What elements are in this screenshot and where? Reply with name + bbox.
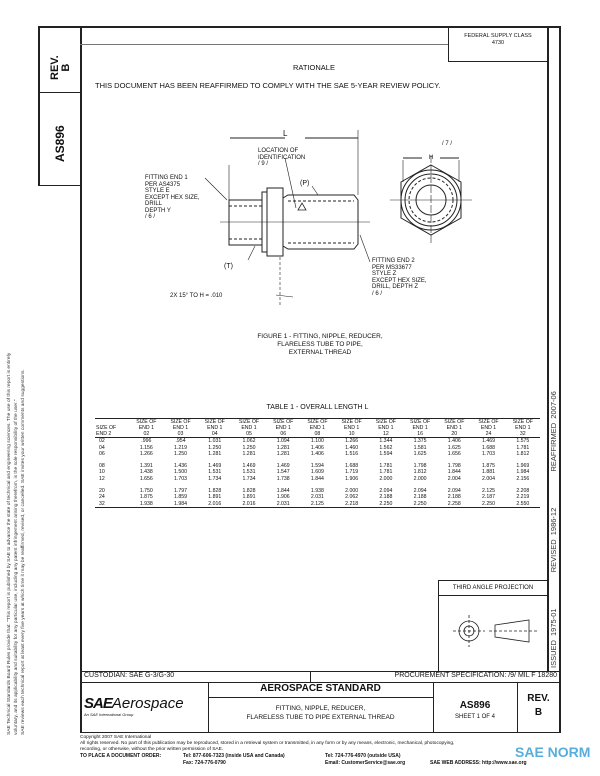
table-cell: 1.812 bbox=[413, 469, 427, 476]
sae-norm-watermark: SAE NORM bbox=[515, 744, 591, 760]
table-cell: 1.281 bbox=[208, 451, 222, 458]
note-line: EXCEPT HEX SIZE, bbox=[145, 194, 200, 201]
column-size: 02 bbox=[143, 431, 150, 437]
column-size: 32 bbox=[519, 431, 526, 437]
header-line: END 2 bbox=[96, 431, 112, 437]
column-header bbox=[300, 419, 334, 438]
column-header bbox=[335, 419, 369, 438]
caption-line: FLARELESS TUBE TO PIPE, bbox=[277, 341, 363, 348]
order-contacts-intl bbox=[325, 753, 405, 767]
column-size: 04 bbox=[211, 431, 218, 437]
row-size: 10 bbox=[99, 469, 105, 476]
tel-us: Tel: 877-606-7323 (inside USA and Canada) bbox=[183, 753, 285, 759]
column-size: 08 bbox=[314, 431, 321, 437]
reaffirmed-date: REAFFIRMED 2007-06 bbox=[549, 391, 558, 472]
table-cell: 2.156 bbox=[516, 475, 530, 482]
note-line: FITTING END 1 bbox=[145, 175, 188, 181]
table-cell: 1.531 bbox=[208, 469, 222, 476]
table-cell: 1.250 bbox=[208, 444, 222, 451]
header-line: END 1 bbox=[515, 425, 531, 431]
header-line: END 1 bbox=[480, 425, 497, 431]
table-cell: .996 bbox=[141, 438, 152, 444]
column-size: 20 bbox=[451, 431, 458, 437]
header-line: SIZE OF bbox=[273, 419, 294, 425]
frame-left-strip bbox=[38, 26, 40, 185]
table-cell: 1.250 bbox=[174, 451, 188, 458]
rights-text-2: recording, or otherwise, without the prior written permission of SAE. bbox=[80, 746, 224, 752]
header-line: END 1 bbox=[172, 425, 189, 431]
header-line: SIZE OF bbox=[136, 419, 157, 425]
table-row bbox=[95, 458, 540, 470]
table-cell: 2.031 bbox=[266, 501, 300, 508]
table-cell: 1.844 bbox=[310, 475, 324, 482]
column-size: 12 bbox=[382, 431, 389, 437]
location-note bbox=[258, 148, 305, 168]
end1-note bbox=[145, 175, 200, 221]
frame-right bbox=[559, 26, 561, 733]
rationale-text: THIS DOCUMENT HAS BEEN REAFFIRMED TO COMPLY WITH THE SAE 5-YEAR REVIEW POLICY. bbox=[95, 81, 441, 90]
header-line: SIZE OF bbox=[204, 419, 225, 425]
hex-dim-note: / 7 / bbox=[442, 141, 453, 147]
table-cell: 1.719 bbox=[345, 469, 359, 476]
header-line: SIZE OF bbox=[478, 419, 499, 425]
table-cell: 2.094 bbox=[447, 487, 461, 494]
table-cell: 1.469 bbox=[276, 462, 290, 469]
header-line bbox=[80, 44, 448, 45]
row-size: 20 bbox=[99, 487, 105, 494]
table-cell: 1.219 bbox=[174, 444, 188, 451]
table-cell: 1.266 bbox=[345, 438, 359, 444]
title-line: FITTING, NIPPLE, REDUCER, bbox=[275, 705, 366, 712]
header-line: END 1 bbox=[138, 425, 154, 431]
table-cell: 1.750 bbox=[139, 487, 153, 494]
row-size: 12 bbox=[99, 475, 105, 482]
row-size: 04 bbox=[99, 444, 105, 451]
column-size: 10 bbox=[348, 431, 355, 437]
left-disclaimer bbox=[6, 353, 27, 735]
end2-note bbox=[372, 258, 427, 297]
table-cell: 1.781 bbox=[379, 469, 393, 476]
table-cell: 1.734 bbox=[242, 475, 256, 482]
strip-rev-value: B bbox=[60, 63, 72, 72]
table-cell: 1.906 bbox=[276, 494, 290, 501]
column-header bbox=[232, 419, 266, 438]
table-cell: 2.000 bbox=[379, 475, 393, 482]
document-title bbox=[208, 704, 433, 722]
disclaimer-line: voluntary, and its applicability and suitability for any particular use, including any patent infringement arising therefrom, is the sole responsibility of the user." bbox=[14, 399, 19, 735]
note-line: STYLE E bbox=[145, 188, 170, 194]
table-cell: 1.828 bbox=[208, 487, 222, 494]
table-cell: 1.738 bbox=[276, 475, 290, 482]
corner-header bbox=[95, 419, 129, 438]
table-cell: 1.469 bbox=[482, 438, 495, 444]
table-cell: 2.218 bbox=[335, 501, 369, 508]
table-cell: .954 bbox=[175, 438, 186, 444]
logo-subtitle: An SAE International Group bbox=[84, 712, 134, 717]
column-header bbox=[506, 419, 540, 438]
table-cell: 1.281 bbox=[276, 444, 290, 451]
column-size: 24 bbox=[485, 431, 492, 437]
column-size: 03 bbox=[177, 431, 184, 437]
header-line: SIZE OF bbox=[341, 419, 362, 425]
strip-rev-label: REV. bbox=[49, 55, 61, 80]
sheet-number: SHEET 1 OF 4 bbox=[455, 714, 495, 720]
column-header bbox=[198, 419, 232, 438]
table-cell: 2.250 bbox=[471, 501, 505, 508]
t-label: (T) bbox=[224, 263, 233, 270]
column-header bbox=[163, 419, 197, 438]
table-cell: 2.188 bbox=[413, 494, 427, 501]
header-line: END 1 bbox=[378, 425, 394, 431]
table-cell: 2.208 bbox=[516, 487, 530, 494]
rev-label: REV. bbox=[527, 693, 550, 704]
table-cell: 1.798 bbox=[447, 462, 461, 469]
rev-value: B bbox=[534, 707, 543, 718]
table-header-row bbox=[95, 419, 540, 438]
hex-h-label: H bbox=[429, 155, 434, 161]
header-line: SIZE OF bbox=[375, 419, 396, 425]
header-line: END 1 bbox=[412, 425, 428, 431]
table-cell: 1.703 bbox=[174, 475, 188, 482]
table-cell: 1.891 bbox=[242, 494, 256, 501]
fax: Fax: 724-776-0790 bbox=[183, 760, 226, 766]
table-cell: 1.906 bbox=[345, 475, 359, 482]
table-cell: 1.625 bbox=[413, 451, 427, 458]
table-cell: 1.406 bbox=[447, 438, 461, 444]
table-cell: 1.436 bbox=[174, 462, 188, 469]
column-size: 06 bbox=[280, 431, 287, 437]
table-row bbox=[95, 469, 540, 476]
table-cell: 1.469 bbox=[208, 462, 222, 469]
note-line: / 6 / bbox=[372, 290, 383, 297]
table-cell: 1.469 bbox=[242, 462, 256, 469]
table-cell: 1.891 bbox=[208, 494, 222, 501]
order-contacts-us bbox=[183, 753, 285, 767]
note-line: FITTING END 2 bbox=[372, 258, 415, 264]
footer bbox=[80, 735, 560, 752]
table-cell: 1.281 bbox=[276, 451, 290, 458]
table-cell: 1.500 bbox=[174, 469, 188, 476]
title-line: FLARELESS TUBE TO PIPE EXTERNAL THREAD bbox=[246, 714, 395, 721]
table-cell: 2.188 bbox=[447, 494, 461, 501]
table-row bbox=[95, 445, 540, 452]
table-cell: 1.984 bbox=[516, 469, 530, 476]
column-header bbox=[369, 419, 403, 438]
table-cell: 2.094 bbox=[413, 487, 427, 494]
table-cell: 2.219 bbox=[516, 494, 530, 501]
table-cell: 1.625 bbox=[447, 444, 461, 451]
table-cell: 1.031 bbox=[208, 438, 222, 444]
strip-bottom bbox=[38, 185, 80, 186]
table-cell: 2.031 bbox=[310, 494, 324, 501]
header-line: END 1 bbox=[446, 425, 462, 431]
p-label: (P) bbox=[300, 180, 310, 187]
note-line: / 9 / bbox=[258, 161, 269, 167]
standard-heading: AEROSPACE STANDARD bbox=[260, 683, 381, 694]
disclaimer-line: SAE Technical Standards Board Rules provide that: "This report is published by SAE to advance the state of technical and engineering sciences. The use of this report is entirely bbox=[7, 352, 12, 735]
overall-length-table bbox=[95, 418, 540, 508]
caption-line: FIGURE 1 - FITTING, NIPPLE, REDUCER, bbox=[257, 333, 383, 340]
order-label: TO PLACE A DOCUMENT ORDER: bbox=[80, 753, 162, 759]
table-cell: 2.250 bbox=[403, 501, 437, 508]
web-address[interactable]: SAE WEB ADDRESS: http://www.sae.org bbox=[430, 760, 527, 766]
heading-divider bbox=[208, 697, 433, 698]
table-cell: 1.094 bbox=[276, 438, 290, 444]
table-cell: 1.734 bbox=[208, 475, 222, 482]
revised-date: REVISED 1986-12 bbox=[549, 507, 558, 573]
note-line: DRILL bbox=[145, 201, 163, 207]
note-line: PER MS33677 bbox=[372, 264, 412, 271]
tel-intl: Tel: 724-776-4970 (outside USA) bbox=[325, 753, 401, 759]
table-cell: 2.550 bbox=[506, 501, 540, 508]
table-row bbox=[95, 451, 540, 458]
column-size: 16 bbox=[417, 431, 423, 437]
table-cell: 1.656 bbox=[447, 451, 461, 458]
strip-rev bbox=[50, 55, 72, 80]
copyright: Copyright 2007 SAE International bbox=[80, 735, 152, 740]
table-cell: 2.188 bbox=[379, 494, 393, 501]
note-line: STYLE Z bbox=[372, 271, 397, 277]
table-cell: 1.281 bbox=[242, 451, 256, 458]
table-row bbox=[95, 476, 540, 483]
table-cell: 1.812 bbox=[516, 451, 530, 458]
table-cell: 1.984 bbox=[163, 501, 197, 508]
column-header bbox=[266, 419, 300, 438]
table-cell: 1.875 bbox=[482, 462, 495, 469]
table-cell: 1.594 bbox=[379, 451, 393, 458]
table-cell: 1.575 bbox=[516, 438, 530, 444]
row-size: 02 bbox=[99, 438, 105, 444]
federal-supply-label: FEDERAL SUPPLY CLASS bbox=[464, 33, 532, 39]
table-cell: 2.250 bbox=[369, 501, 403, 508]
header-line: SIZE OF bbox=[409, 419, 431, 425]
rationale-heading: RATIONALE bbox=[293, 63, 335, 72]
procurement-spec: PROCUREMENT SPECIFICATION: /9/ MIL F 18280 bbox=[394, 672, 557, 679]
table-title: TABLE 1 - OVERALL LENGTH L bbox=[266, 404, 369, 411]
email[interactable]: Email: CustomerService@sae.org bbox=[325, 760, 406, 766]
table-cell: 1.562 bbox=[379, 444, 393, 451]
table-cell: 1.581 bbox=[413, 444, 427, 451]
note-line: / 6 / bbox=[145, 214, 156, 220]
disclaimer-line: SAE reviews each technical report at least every five years at which time it may be reaffirmed, revised, or cancelled. SAE invites your written comments and suggestions. bbox=[21, 369, 26, 735]
table-cell: 2.004 bbox=[482, 475, 495, 482]
column-size: 05 bbox=[246, 431, 252, 437]
header-line: SIZE OF bbox=[170, 419, 191, 425]
figure-caption bbox=[200, 333, 440, 357]
table-cell: 1.969 bbox=[516, 462, 530, 469]
table-cell: 1.547 bbox=[276, 469, 290, 476]
table-cell: 1.798 bbox=[413, 462, 427, 469]
table-cell: 1.100 bbox=[310, 438, 324, 444]
header-line: SIZE OF bbox=[512, 419, 533, 425]
note-line: DRILL, DEPTH Z bbox=[372, 284, 419, 290]
projection-label: THIRD ANGLE PROJECTION bbox=[439, 581, 547, 596]
note-line: PER AS4375 bbox=[145, 181, 181, 188]
table-cell: 1.344 bbox=[379, 438, 393, 444]
revision-history bbox=[549, 391, 558, 668]
table-cell: 1.406 bbox=[310, 444, 324, 451]
row-size: 08 bbox=[99, 462, 105, 469]
sae-aerospace-logo bbox=[84, 695, 184, 717]
table-row bbox=[95, 501, 540, 508]
end-view bbox=[390, 155, 472, 245]
title-block-bottom bbox=[80, 732, 560, 733]
header-line: SIZE OF bbox=[444, 419, 465, 425]
header-line: SIZE OF bbox=[96, 425, 117, 431]
federal-supply-box bbox=[448, 26, 548, 62]
table-cell: 1.594 bbox=[310, 462, 324, 469]
table-cell: 2.125 bbox=[300, 501, 334, 508]
table-cell: 1.781 bbox=[379, 462, 393, 469]
federal-supply-value: 4730 bbox=[491, 40, 505, 46]
strip-divider bbox=[38, 92, 80, 93]
table-cell: 2.000 bbox=[413, 475, 427, 482]
table-cell: 2.000 bbox=[345, 487, 359, 494]
table-cell: 2.125 bbox=[482, 487, 495, 494]
note-line: DEPTH Y bbox=[145, 207, 171, 214]
column-header bbox=[129, 419, 163, 438]
header-line: END 1 bbox=[309, 425, 326, 431]
table-cell: 1.828 bbox=[242, 487, 256, 494]
issued-date: ISSUED 1975-01 bbox=[549, 608, 558, 668]
header-line: END 1 bbox=[344, 425, 360, 431]
custodian: CUSTODIAN: SAE G-3/G-30 bbox=[84, 672, 175, 679]
column-header bbox=[437, 419, 471, 438]
doc-number: AS896 bbox=[459, 700, 491, 711]
table-cell: 2.094 bbox=[379, 487, 393, 494]
table-body bbox=[95, 438, 540, 508]
table-cell: 1.516 bbox=[345, 451, 359, 458]
table-cell: 1.844 bbox=[447, 469, 461, 476]
table-cell: 2.062 bbox=[345, 494, 359, 501]
custodian-divider bbox=[310, 671, 311, 682]
table-cell: 1.938 bbox=[129, 501, 163, 508]
table-cell: 1.266 bbox=[139, 451, 153, 458]
row-size: 06 bbox=[99, 451, 105, 458]
row-size: 24 bbox=[99, 494, 105, 501]
logo-sae: SAE bbox=[84, 695, 112, 712]
chamfer-note: 2X 15° TO H = .010 bbox=[170, 293, 223, 299]
caption-line: EXTERNAL THREAD bbox=[288, 349, 352, 356]
table-cell: 1.250 bbox=[242, 444, 256, 451]
table-cell: 1.531 bbox=[242, 469, 256, 476]
table-cell: 2.258 bbox=[437, 501, 471, 508]
table-cell: 1.438 bbox=[139, 469, 153, 476]
table-cell: 1.703 bbox=[482, 451, 495, 458]
row-size: 32 bbox=[95, 501, 129, 508]
table-cell: 1.656 bbox=[139, 475, 153, 482]
table-cell: 1.688 bbox=[345, 462, 359, 469]
projection-symbol-icon bbox=[439, 596, 547, 666]
table-cell: 2.004 bbox=[447, 475, 461, 482]
table-cell: 1.460 bbox=[345, 444, 359, 451]
logo-aerospace: Aerospace bbox=[111, 695, 184, 712]
table-cell: 1.797 bbox=[174, 487, 188, 494]
table-cell: 1.391 bbox=[139, 462, 153, 469]
header-line: END 1 bbox=[207, 425, 223, 431]
note-line: LOCATION OF bbox=[258, 148, 299, 154]
dimension-L: L bbox=[283, 129, 288, 138]
table-cell: 2.187 bbox=[482, 494, 495, 501]
rights-text: All rights reserved. No part of this publication may be reproduced, stored in a retrieval system or transmitted, in any form or by any means, electronic, mechanical, photocopying, bbox=[80, 740, 455, 746]
table-cell: 1.156 bbox=[139, 444, 153, 451]
table-cell: 1.844 bbox=[276, 487, 290, 494]
table-row bbox=[95, 483, 540, 495]
header-line: END 1 bbox=[275, 425, 291, 431]
table-cell: 1.062 bbox=[242, 438, 256, 444]
strip-doc-number: AS896 bbox=[53, 125, 67, 162]
table-cell: 1.609 bbox=[310, 469, 324, 476]
table-cell: 1.938 bbox=[310, 487, 324, 494]
table-row bbox=[95, 438, 540, 445]
projection-box bbox=[438, 580, 548, 672]
header-line: SIZE OF bbox=[238, 419, 260, 425]
table-cell: 2.016 bbox=[198, 501, 232, 508]
rev-block bbox=[517, 692, 560, 720]
table-cell: 1.406 bbox=[310, 451, 324, 458]
table-cell: 1.375 bbox=[413, 438, 427, 444]
table-cell: 1.859 bbox=[174, 494, 188, 501]
note-line: IDENTIFICATION bbox=[258, 154, 306, 161]
table-cell: 1.875 bbox=[139, 494, 153, 501]
header-line: END 1 bbox=[241, 425, 257, 431]
note-line: EXCEPT HEX SIZE, bbox=[372, 277, 427, 284]
table-cell: 1.688 bbox=[482, 444, 495, 451]
table-cell: 1.781 bbox=[516, 444, 530, 451]
table-cell: 2.016 bbox=[232, 501, 266, 508]
table-row bbox=[95, 494, 540, 501]
column-header bbox=[471, 419, 505, 438]
table-cell: 1.881 bbox=[482, 469, 495, 476]
column-header bbox=[403, 419, 437, 438]
header-line: SIZE OF bbox=[307, 419, 328, 425]
